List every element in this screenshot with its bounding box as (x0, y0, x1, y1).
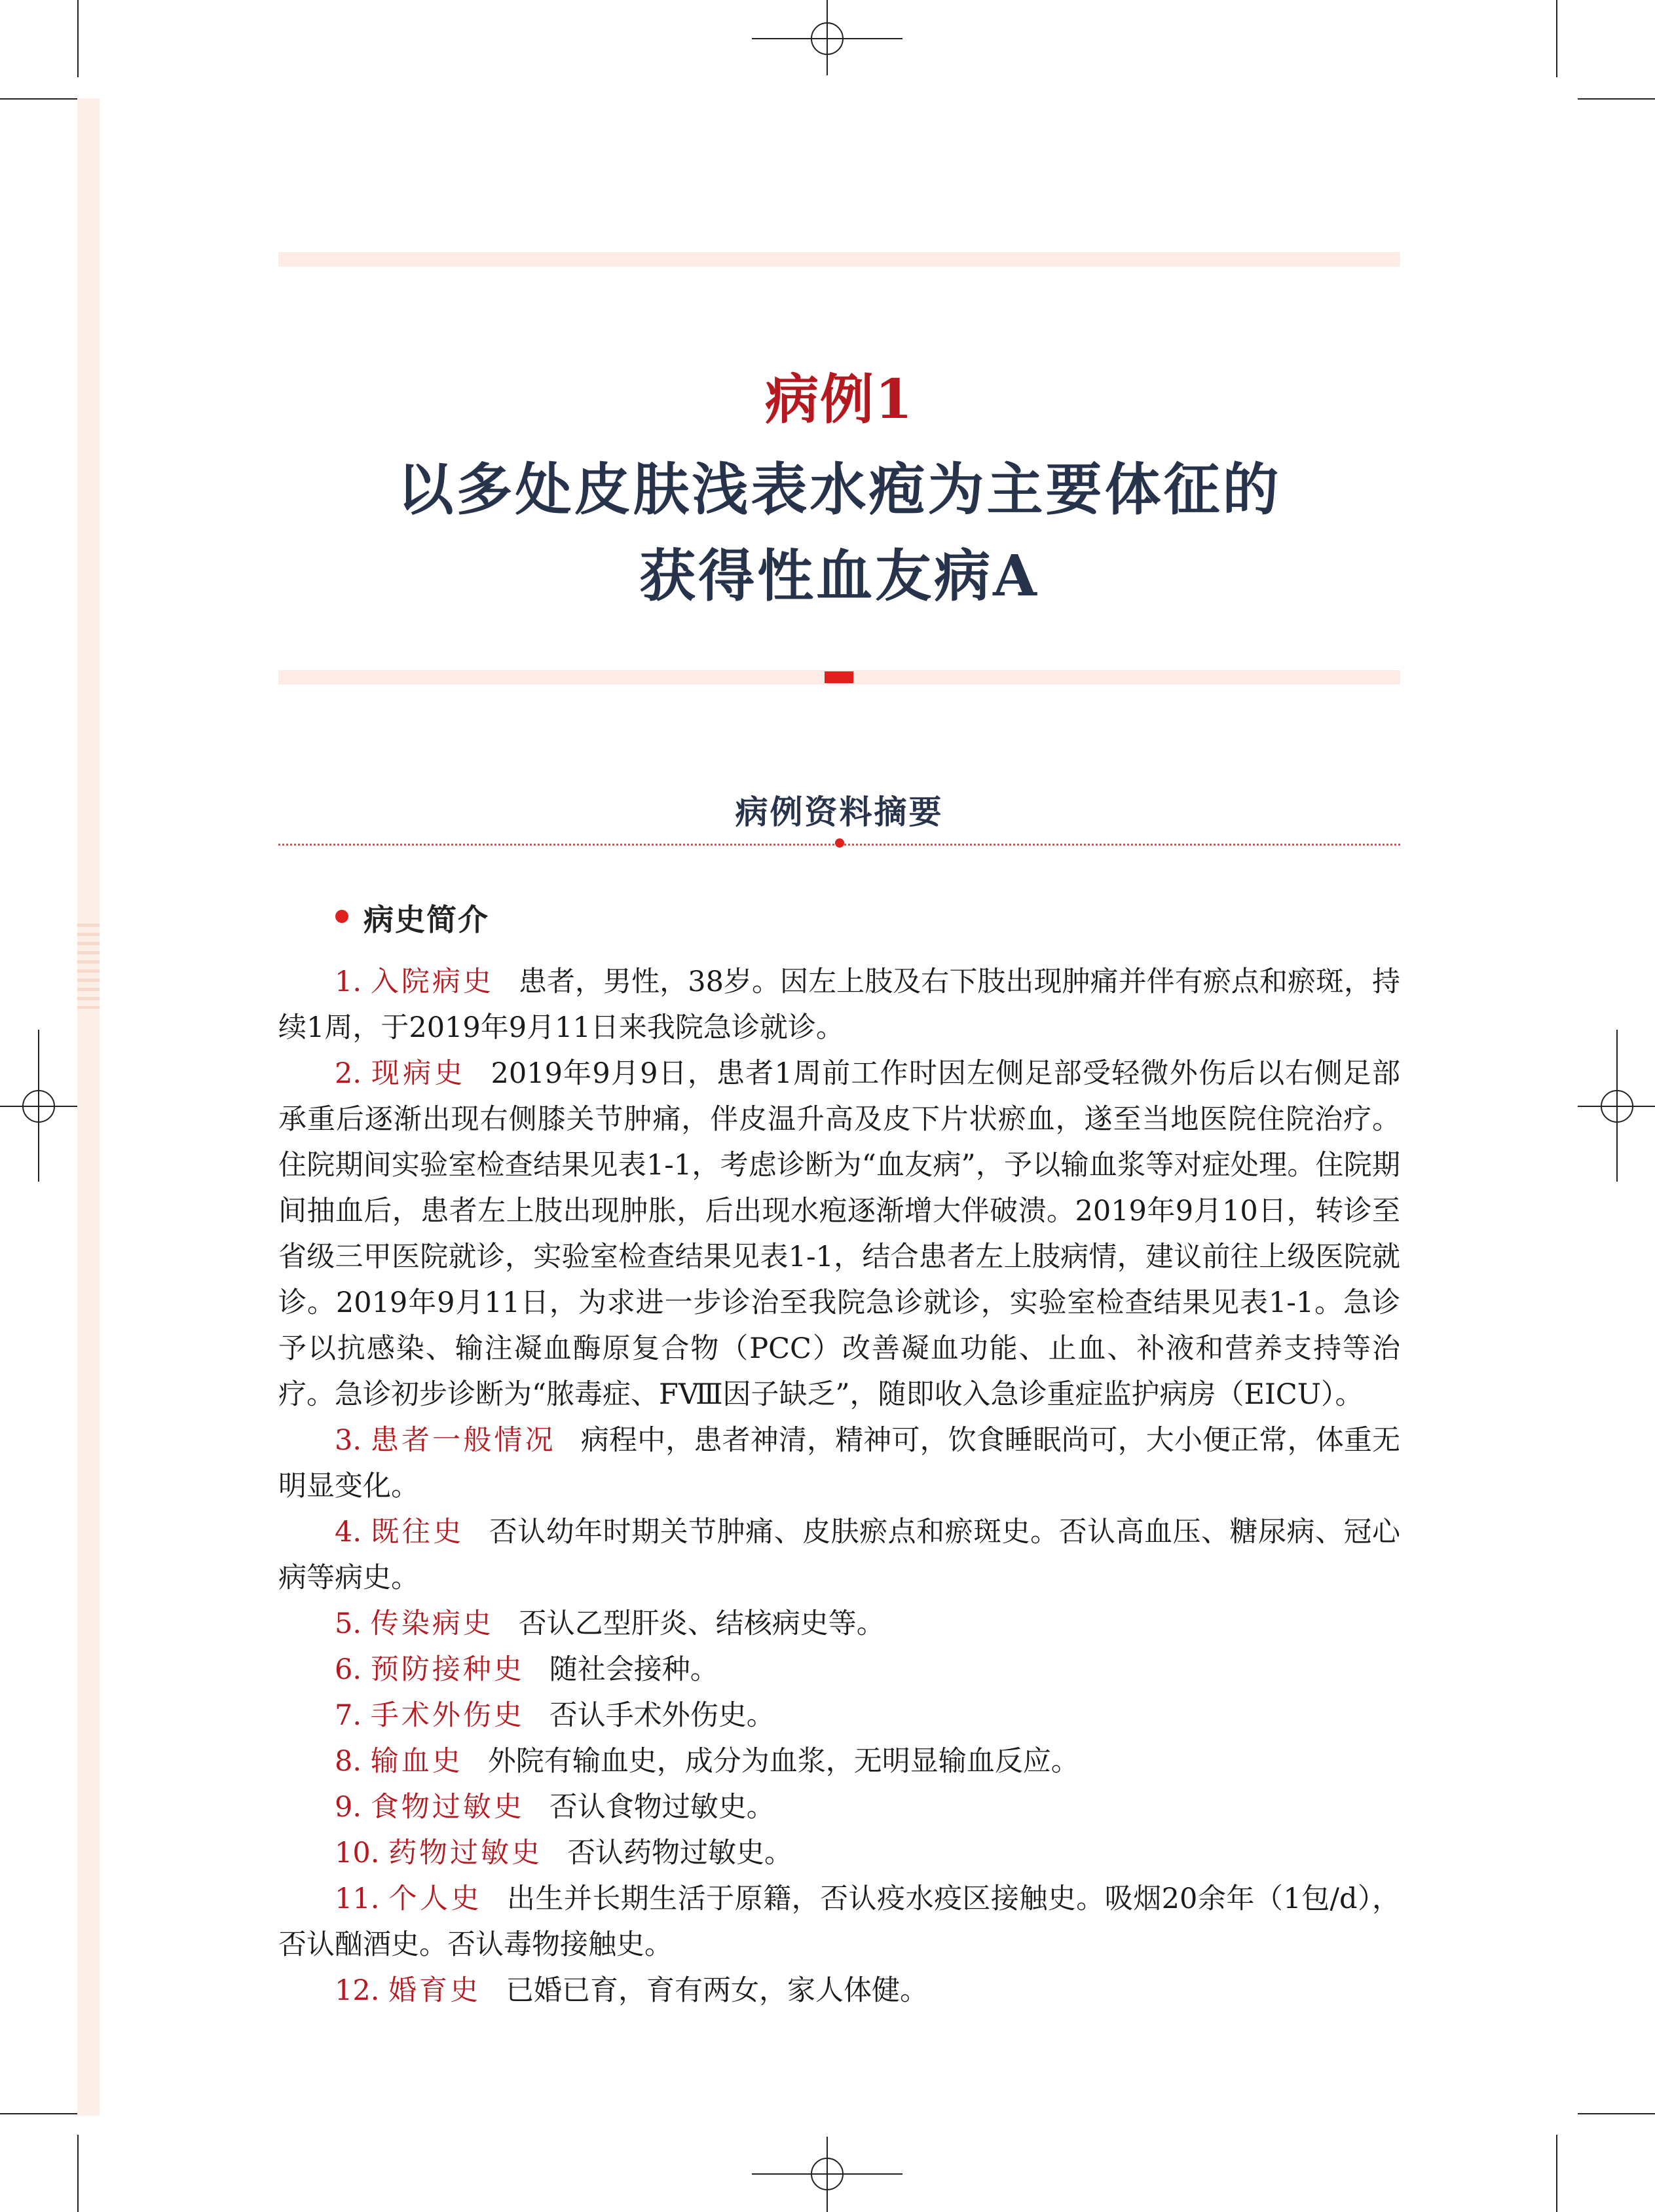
section-title: 病例资料摘要 (735, 793, 944, 831)
history-item: 8. 输血史 外院有输血史，成分为血浆，无明显输血反应。 (335, 1745, 1079, 1778)
history-list (278, 959, 1400, 2014)
divider-center-dot (835, 838, 844, 848)
subsection-bullet-icon (335, 910, 348, 923)
history-item: 4. 既往史 否认幼年时期关节肿痛、皮肤瘀点和瘀斑史。否认高血压、糖尿病、冠心病等病史。 (278, 1516, 1401, 1594)
case-number: 病例1 (764, 368, 914, 431)
history-item: 1. 入院病史 患者，男性，38岁。因左上肢及右下肢出现肿痛并伴有瘀点和瘀斑，持续1周，于2019年9月11日来我院急诊就诊。 (278, 965, 1401, 1044)
history-item: 10. 药物过敏史 否认药物过敏史。 (335, 1837, 793, 1869)
history-item: 9. 食物过敏史 否认食物过敏史。 (335, 1791, 775, 1824)
left-margin-stripe (77, 98, 100, 2116)
top-decorative-band (278, 252, 1400, 267)
page-title-line1: 以多处皮肤浅表水疱为主要体征的 (397, 457, 1282, 523)
page-title-line2: 获得性血友病A (639, 543, 1039, 609)
subsection-title: 病史简介 (363, 902, 489, 937)
history-item: 7. 手术外伤史 否认手术外伤史。 (335, 1699, 775, 1732)
band-red-marker (825, 671, 853, 683)
left-margin-stripe-pattern (77, 924, 100, 1009)
history-item: 5. 传染病史 否认乙型肝炎、结核病史等。 (335, 1607, 885, 1640)
history-item: 12. 婚育史 已婚已育，育有两女，家人体健。 (335, 1974, 929, 2007)
history-item: 6. 预防接种史 随社会接种。 (335, 1653, 718, 1686)
history-item: 3. 患者一般情况 病程中，患者神清，精神可，饮食睡眠尚可，大小便正常，体重无明显变化。 (278, 1424, 1401, 1503)
history-item: 2. 现病史 2019年9月9日，患者1周前工作时因左侧足部受轻微外伤后以右侧足部承重后逐渐出现右侧膝关节肿痛，伴皮温升高及皮下片状瘀血，遂至当地医院住院治疗。住院期间实验室检查结果见表1-1，考虑诊断为“血友病”，予以输血浆等对症处理。住院期间抽血后，患者左上肢出现肿胀，后出现水疱逐渐增大伴破溃。2019年9月10日，转诊至省级三甲医院就诊，实验室检查结果见表1-1，结合患者左上肢病情，建议前往上级医院就诊。2019年9月11日，为求进一步诊治至我院急诊就诊，实验室检查结果见表1-1。急诊予以抗感染、输注凝血酶原复合物（PCC）改善凝血功能、止血、补液和营养支持等治疗。急诊初步诊断为“脓毒症、FⅧ因子缺乏”，随即收入急诊重症监护病房（EICU）。 (278, 1057, 1401, 1411)
history-item: 11. 个人史 出生并长期生活于原籍，否认疫水疫区接触史。吸烟20余年（1包/d），否认酗酒史。否认毒物接触史。 (278, 1883, 1400, 1961)
